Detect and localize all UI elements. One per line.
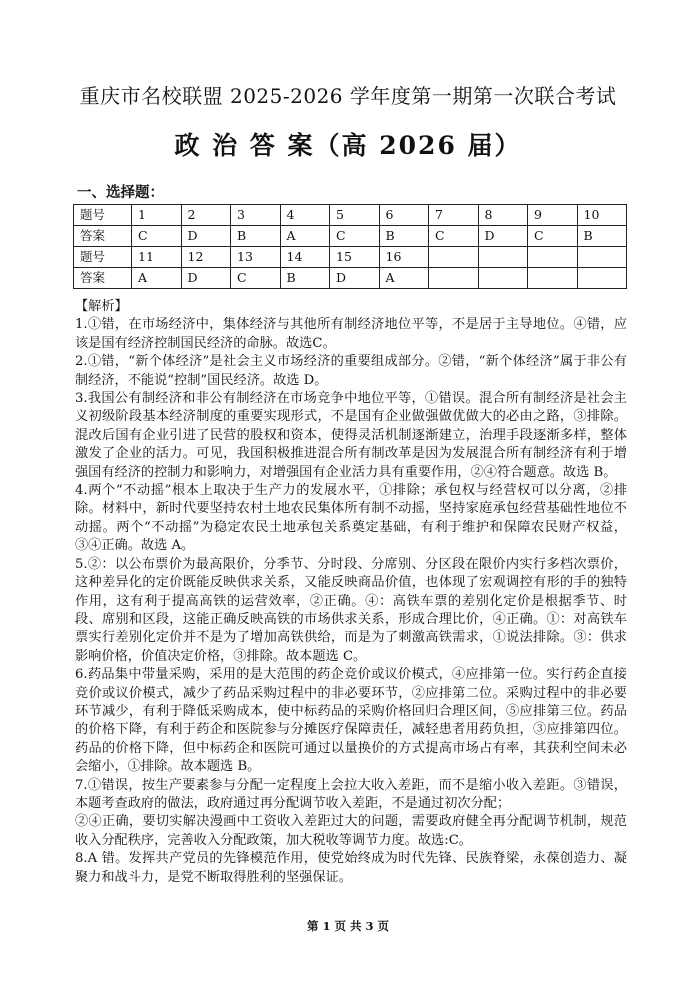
table-cell: 6 xyxy=(379,205,429,226)
analysis-paragraph: 1.①错，在市场经济中，集体经济与其他所有制经济地位平等，不是居于主导地位。④错，应该是国有经济控制国民经济的命脉。故选C。 xyxy=(75,317,627,351)
table-cell: D xyxy=(181,226,231,247)
table-row xyxy=(74,205,627,226)
section-heading: 一、选择题： xyxy=(77,184,164,201)
analysis-paragraph: 6.药品集中带量采购，采用的是大范围的药企竞价或议价模式，④应排第一位。实行药企直接竞价或议价模式，减少了药品采购过程中的非必要环节，②应排第二位。采购过程中的非必要环节减少，有利于降低采购成本，使中标药品的采购价格回归合理区间，⑤应排第三位。药品的价格下降，有利于药企和医院参与分摊医疗保障责任，减轻患者用药负担，③应排第四位。药品的价格下降，但中标药企和医院可通过以量换价的方式提高市场占有率，其获利空间未必会缩小，①排除。故本题选 B。 xyxy=(75,667,627,775)
analysis-paragraph: 8.A 错。发挥共产党员的先锋模范作用，使党始终成为时代先锋、民族脊梁，永葆创造力、凝聚力和战斗力，是党不断取得胜利的坚强保证。 xyxy=(75,851,627,885)
table-cell: 2 xyxy=(181,205,231,226)
table-cell: B xyxy=(577,226,627,247)
table-cell: A xyxy=(280,226,330,247)
answer-subtitle: 政 治 答 案（高 2026 届） xyxy=(174,131,522,160)
table-cell: 15 xyxy=(330,247,380,268)
table-cell: C xyxy=(528,226,578,247)
analysis-paragraph: 7.①错误，按生产要素参与分配一定程度上会拉大收入差距，而不是缩小收入差距。③错误，本题考查政府的做法，政府通过再分配调节收入差距，不是通过初次分配； xyxy=(75,777,627,811)
table-cell: 10 xyxy=(577,205,627,226)
table-cell xyxy=(478,268,528,289)
row-label-cell: 答案 xyxy=(74,268,132,289)
table-cell: D xyxy=(330,268,380,289)
table-cell: C xyxy=(429,226,479,247)
analysis-paragraph: 4.两个“不动摇”根本上取决于生产力的发展水平，①排除；承包权与经营权可以分离，②排除。材料中，新时代要坚持农村土地农民集体所有制不动摇，坚持家庭承包经营基础性地位不动摇。两个“不动摇”为稳定农民土地承包关系奠定基础，有利于维护和保障农民财产权益，③④正确。故选 A。 xyxy=(75,483,627,554)
table-cell: C xyxy=(231,268,281,289)
table-cell: B xyxy=(231,226,281,247)
table-cell: D xyxy=(478,226,528,247)
table-cell: 4 xyxy=(280,205,330,226)
table-cell xyxy=(528,268,578,289)
table-cell: 7 xyxy=(429,205,479,226)
table-cell: 5 xyxy=(330,205,380,226)
page-number: 第 1 页 共 3 页 xyxy=(306,919,390,933)
table-cell: 13 xyxy=(231,247,281,268)
table-cell: 14 xyxy=(280,247,330,268)
table-cell xyxy=(528,247,578,268)
row-label-cell: 题号 xyxy=(74,247,132,268)
table-row xyxy=(74,247,627,268)
table-cell: 1 xyxy=(132,205,182,226)
table-cell: 8 xyxy=(478,205,528,226)
analysis-section xyxy=(75,298,627,887)
analysis-paragraph: 3.我国公有制经济和非公有制经济在市场竞争中地位平等，①错误。混合所有制经济是社会主义初级阶段基本经济制度的重要实现形式，不是国有企业做强做优做大的必由之路，③排除。混改后国有企业引进了民营的股权和资本，使得灵活机制逐渐建立，治理手段逐渐多样，整体激发了企业的活力。可见，我国积极推进混合所有制改革是因为发展混合所有制经济有利于增强国有经济的控制力和影响力，对增强国有企业活力具有重要作用，②④符合题意。故选 B。 xyxy=(75,391,627,480)
table-cell: C xyxy=(132,226,182,247)
exam-title: 重庆市名校联盟 2025-2026 学年度第一期第一次联合考试 xyxy=(79,84,617,108)
analysis-paragraph: ②④正确，要切实解决漫画中工资收入差距过大的问题，需要政府健全再分配调节机制，规范收入分配秩序，完善收入分配政策，加大税收等调节力度。故选:C。 xyxy=(75,814,627,848)
table-cell: D xyxy=(181,268,231,289)
row-label-cell: 题号 xyxy=(74,205,132,226)
table-cell xyxy=(577,268,627,289)
table-cell: A xyxy=(379,268,429,289)
table-cell: B xyxy=(280,268,330,289)
table-cell xyxy=(429,268,479,289)
table-cell xyxy=(478,247,528,268)
table-cell: C xyxy=(330,226,380,247)
table-row xyxy=(74,268,627,289)
answer-table xyxy=(73,204,627,289)
table-cell: 16 xyxy=(379,247,429,268)
table-cell xyxy=(429,247,479,268)
table-row xyxy=(74,226,627,247)
table-cell: 11 xyxy=(132,247,182,268)
analysis-heading: 【解析】 xyxy=(75,299,128,314)
table-cell xyxy=(577,247,627,268)
analysis-paragraph: 2.①错，“新个体经济”是社会主义市场经济的重要组成部分。②错，“新个体经济”属于非公有制经济，不能说“控制”国民经济。故选 D。 xyxy=(75,354,627,388)
table-cell: 9 xyxy=(528,205,578,226)
row-label-cell: 答案 xyxy=(74,226,132,247)
table-cell: 12 xyxy=(181,247,231,268)
table-cell: 3 xyxy=(231,205,281,226)
table-cell: A xyxy=(132,268,182,289)
analysis-paragraph: 5.②：以公布票价为最高限价，分季节、分时段、分席别、分区段在限价内实行多档次票价，这种差异化的定价既能反映供求关系，又能反映商品价值，也体现了宏观调控有形的手的独特作用，这有利于提高高铁的运营效率，②正确。④：高铁车票的差别化定价是根据季节、时段、席别和区段，这能正确反映高铁的市场供求关系，形成合理比价，④正确。①：对高铁车票实行差别化定价并不是为了增加高铁供给，而是为了刺激高铁需求，①说法排除。③：供求影响价格，价值决定价格，③排除。故本题选 C。 xyxy=(75,556,627,664)
table-cell: B xyxy=(379,226,429,247)
